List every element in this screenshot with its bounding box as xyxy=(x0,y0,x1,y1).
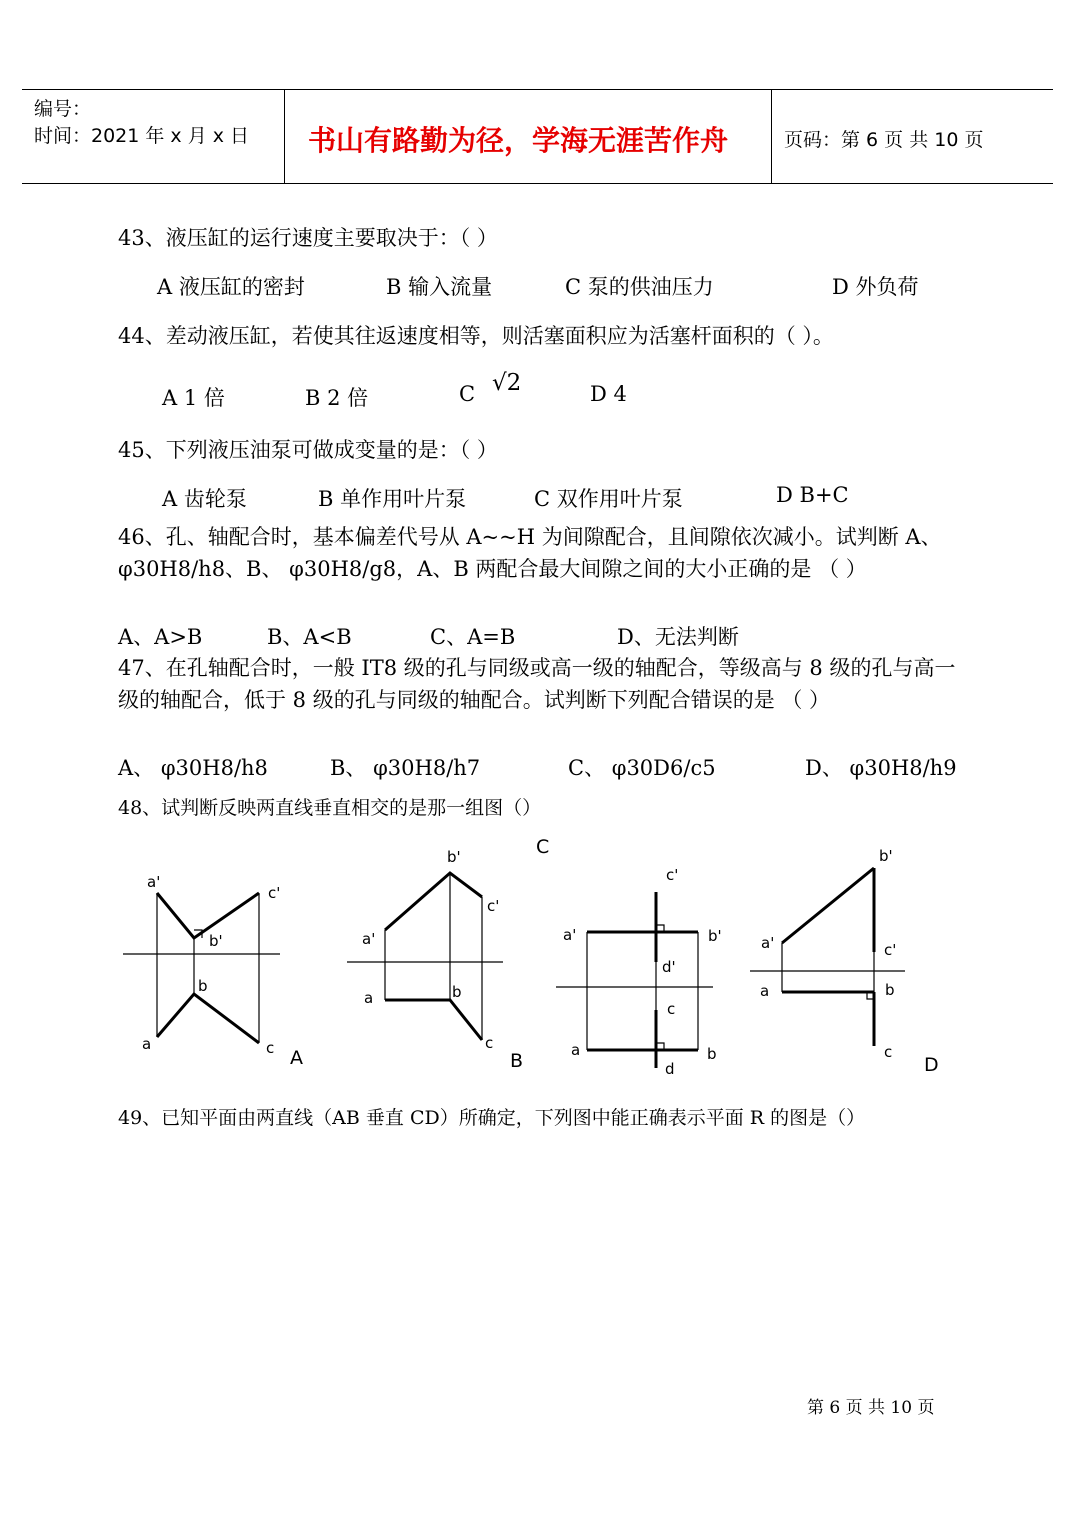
q47-option-b: B、 φ30H8/h7 xyxy=(330,756,481,780)
label-c: c xyxy=(485,1034,494,1052)
q45-option-d: D B+C xyxy=(776,483,849,507)
label-b: b xyxy=(198,977,208,995)
label-a: a xyxy=(142,1035,152,1053)
option-label-c: C xyxy=(536,836,550,858)
question-48: 48、试判断反映两直线垂直相交的是那一组图（） xyxy=(118,797,542,819)
label-b: b xyxy=(707,1045,717,1063)
option-label-d: D xyxy=(924,1054,939,1076)
label-b: b xyxy=(452,983,462,1001)
label-c: c xyxy=(266,1039,275,1057)
label-c-prime: c' xyxy=(666,866,679,884)
q43-option-a: A 液压缸的密封 xyxy=(157,275,305,299)
label-b-prime: b' xyxy=(447,848,461,866)
q46-option-c: C、A=B xyxy=(430,625,516,649)
label-c: c xyxy=(667,1000,676,1018)
q47-option-a: A、 φ30H8/h8 xyxy=(118,756,268,780)
label-b-prime: b' xyxy=(209,932,223,950)
question-43: 43、液压缸的运行速度主要取决于：（ ） xyxy=(118,226,498,250)
label-d-prime: d' xyxy=(662,958,676,976)
q45-option-a: A 齿轮泵 xyxy=(162,487,247,511)
option-label-b: B xyxy=(510,1050,524,1072)
label-a: a xyxy=(760,982,770,1000)
q43-option-d: D 外负荷 xyxy=(832,275,919,299)
document-number-label: 编号： xyxy=(34,98,92,120)
q46-option-d: D、无法判断 xyxy=(617,625,739,649)
label-a: a xyxy=(571,1041,581,1059)
footer-page-number: 第 6 页 共 10 页 xyxy=(807,1398,935,1418)
label-c-prime: c' xyxy=(884,941,897,959)
label-c: c xyxy=(884,1043,893,1061)
label-d: d xyxy=(665,1060,675,1078)
header-page-info: 页码：第 6 页 共 10 页 xyxy=(784,129,984,151)
label-a: a xyxy=(364,989,374,1007)
diagram-a xyxy=(123,893,280,1043)
question-46: 46、孔、轴配合时，基本偏差代号从 A~~H 为间隙配合，且间隙依次减小。试判断 A、 φ30H8/h8、B、 φ30H8/g8，A、B 两配合最大间隙之间的大小正确的是 （ ） xyxy=(118,525,942,581)
option-label-a: A xyxy=(290,1047,303,1069)
diagram-d xyxy=(750,868,905,1046)
q43-option-c: C 泵的供油压力 xyxy=(565,275,714,299)
q45-option-c: C 双作用叶片泵 xyxy=(534,487,683,511)
label-a-prime: a' xyxy=(563,926,577,944)
label-c-prime: c' xyxy=(487,897,500,915)
label-b-prime: b' xyxy=(708,927,722,945)
question-49: 49、已知平面由两直线（AB 垂直 CD）所确定，下列图中能正确表示平面 R 的图是（） xyxy=(118,1107,866,1129)
question-44: 44、差动液压缸，若使其往返速度相等，则活塞面积应为活塞杆面积的（ ）。 xyxy=(118,324,834,348)
label-b: b xyxy=(885,981,895,999)
question-47: 47、在孔轴配合时，一般 IT8 级的孔与同级或高一级的轴配合，等级高与 8 级的孔与高一级的轴配合，低于 8 级的孔与同级的轴配合。试判断下列配合错误的是 （ ） xyxy=(118,656,956,712)
label-c-prime: c' xyxy=(268,884,281,902)
label-a-prime: a' xyxy=(761,934,775,952)
q44-option-d: D 4 xyxy=(590,382,627,406)
q46-option-b: B、A<B xyxy=(267,625,352,649)
q47-option-d: D、 φ30H8/h9 xyxy=(805,756,957,780)
q47-option-c: C、 φ30D6/c5 xyxy=(568,756,716,780)
q43-option-b: B 输入流量 xyxy=(386,275,493,299)
label-b-prime: b' xyxy=(879,847,893,865)
diagram-b xyxy=(347,873,503,1040)
label-a-prime: a' xyxy=(147,873,161,891)
q46-option-a: A、A>B xyxy=(118,625,203,649)
q44-option-a: A 1 倍 xyxy=(162,386,225,410)
document-date: 时间：2021 年 x 月 x 日 xyxy=(34,125,250,147)
q44-option-b: B 2 倍 xyxy=(305,386,369,410)
q45-option-b: B 单作用叶片泵 xyxy=(318,487,467,511)
header-motto: 书山有路勤为径，学海无涯苦作舟 xyxy=(308,124,729,157)
question-45: 45、下列液压油泵可做成变量的是：（ ） xyxy=(118,438,498,462)
q44-option-c: C xyxy=(459,382,476,406)
sqrt-two: √2 xyxy=(492,370,522,396)
label-a-prime: a' xyxy=(362,930,376,948)
